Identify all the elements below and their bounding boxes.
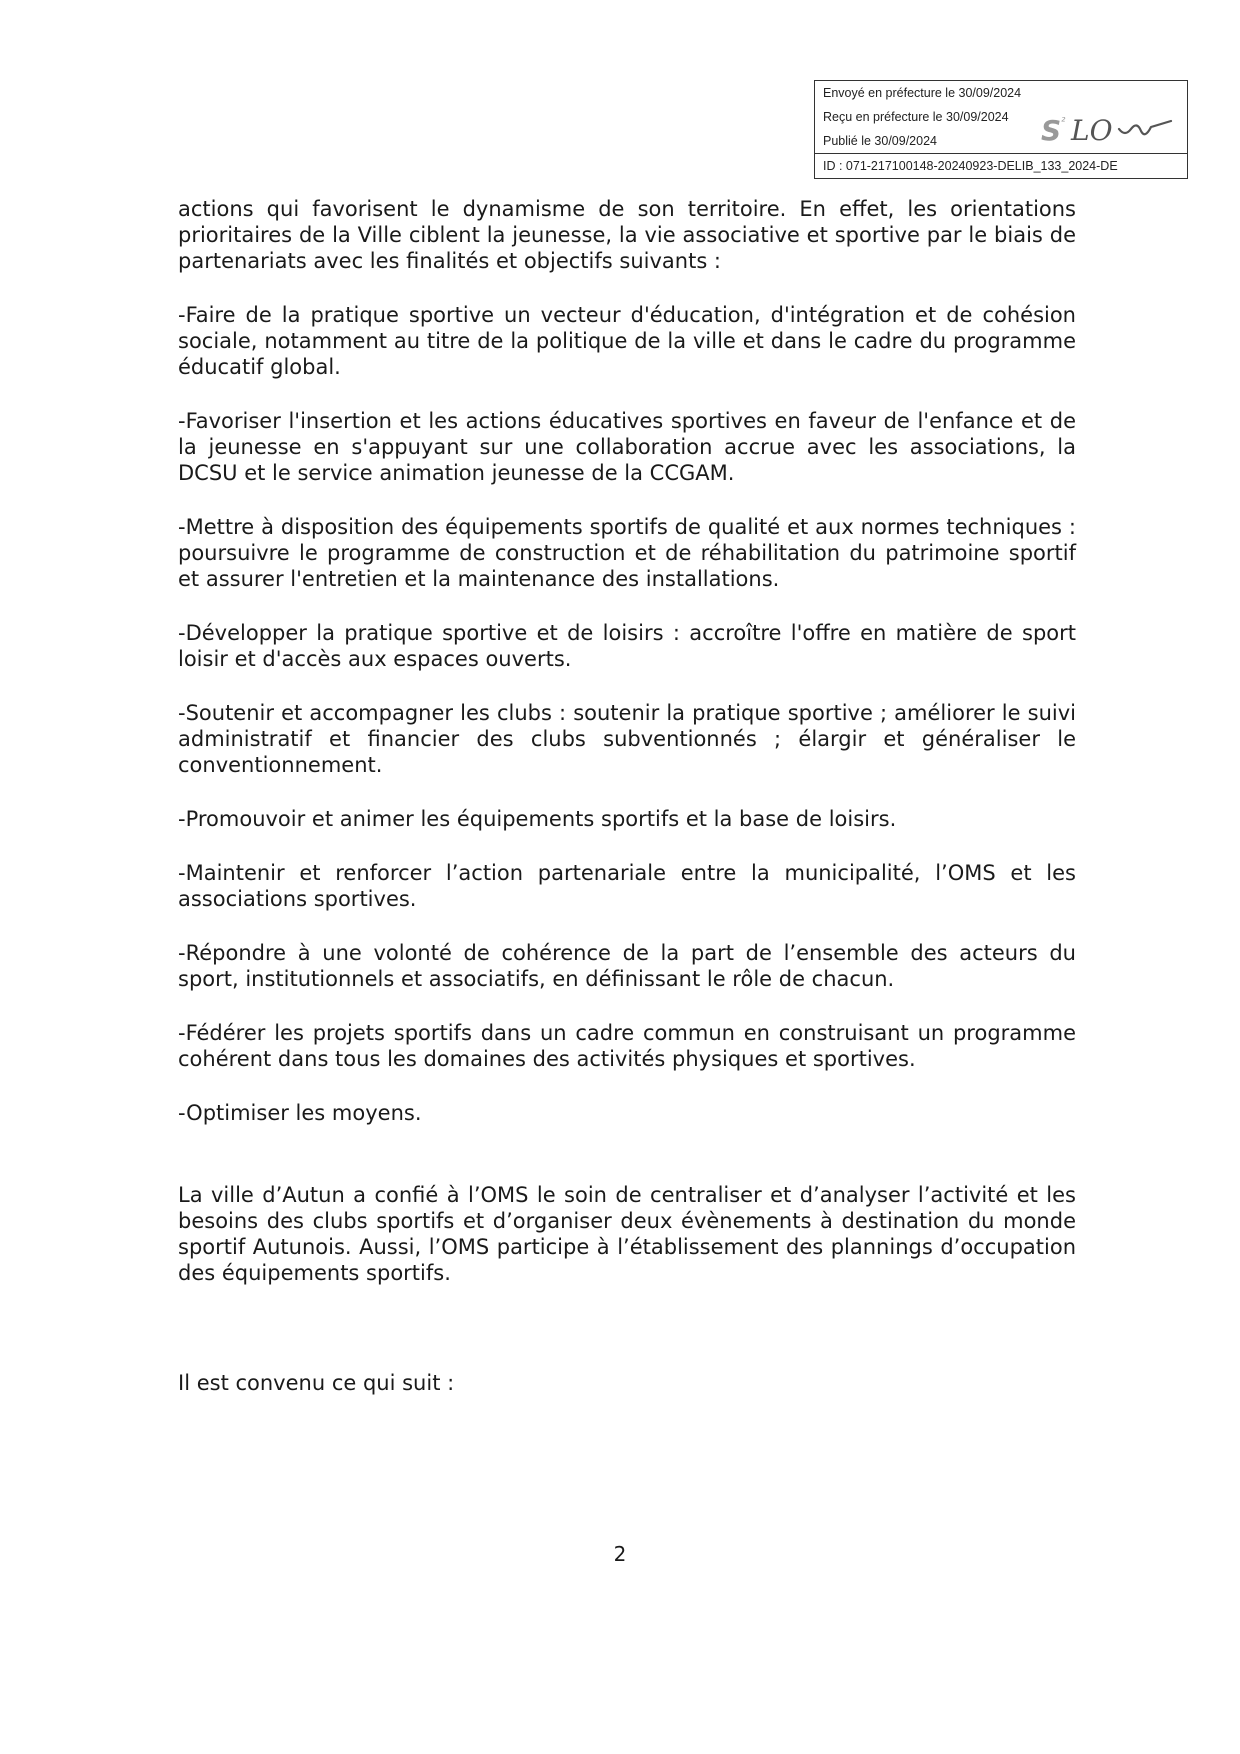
paragraph-objective-leisure: -Développer la pratique sportive et de loisirs : accroître l'offre en matière de sport loisir et d'accès aux espaces ouverts. xyxy=(178,621,1076,671)
paragraph-objective-federate: -Fédérer les projets sportifs dans un cadre commun en construisant un programme cohérent dans tous les domaines des activités physiques et sportives. xyxy=(178,1021,1076,1071)
paragraph-oms-mission: La ville d’Autun a confié à l’OMS le soin de centraliser et d’analyser l’activité et les besoins des clubs sportifs et d’organiser deux évènements à destination du monde sportif Autunois. Aussi, l’OMS participe à l’établissement des plannings d’occupation des équipements sportifs. xyxy=(178,1183,1076,1285)
page-number: 2 xyxy=(613,1542,627,1566)
paragraph-intro: actions qui favorisent le dynamisme de son territoire. En effet, les orientations prioritaires de la Ville ciblent la jeunesse, la vie associative et sportive par le biais de partenariats avec les finalités et objectifs suivants : xyxy=(178,197,1076,273)
paragraph-objective-equipment: -Mettre à disposition des équipements sportifs de qualité et aux normes techniques : poursuivre le programme de construction et de réhabilitation du patrimoine sportif et assurer l'entretien et la maintenance des installations. xyxy=(178,515,1076,591)
paragraph-objective-education: -Faire de la pratique sportive un vecteur d'éducation, d'intégration et de cohésion sociale, notamment au titre de la politique de la ville et dans le cadre du programme éducatif global. xyxy=(178,303,1076,379)
paragraph-objective-partnership: -Maintenir et renforcer l’action partenariale entre la municipalité, l’OMS et les associations sportives. xyxy=(178,861,1076,911)
stamp-sent-date: Envoyé en préfecture le 30/09/2024 xyxy=(823,86,1022,100)
paragraph-agreement-intro: Il est convenu ce qui suit : xyxy=(178,1371,455,1395)
paragraph-objective-clubs: -Soutenir et accompagner les clubs : soutenir la pratique sportive ; améliorer le suivi administratif et financier des clubs subventionnés ; élargir et généraliser le conventionnement. xyxy=(178,701,1076,777)
stamp-received-date: Reçu en préfecture le 30/09/2024 xyxy=(823,110,1009,124)
paragraph-objective-promote: -Promouvoir et animer les équipements sportifs et la base de loisirs. xyxy=(178,807,897,831)
svg-text:²: ² xyxy=(1061,115,1066,128)
svg-text:LO: LO xyxy=(1071,114,1113,147)
stamp-id: ID : 071-217100148-20240923-DELIB_133_2024-DE xyxy=(815,153,1187,178)
svg-text:S: S xyxy=(1041,114,1062,147)
prefecture-stamp xyxy=(814,80,1188,179)
stamp-published-date: Publié le 30/09/2024 xyxy=(823,134,937,148)
paragraph-objective-optimize: -Optimiser les moyens. xyxy=(178,1101,422,1125)
s2lo-signature-logo xyxy=(1037,109,1177,149)
document-body xyxy=(178,196,1076,1424)
paragraph-objective-insertion: -Favoriser l'insertion et les actions éducatives sportives en faveur de l'enfance et de la jeunesse en s'appuyant sur une collaboration accrue avec les associations, la DCSU et le service animation jeunesse de la CCGAM. xyxy=(178,409,1076,485)
paragraph-objective-coherence: -Répondre à une volonté de cohérence de la part de l’ensemble des acteurs du sport, institutionnels et associatifs, en définissant le rôle de chacun. xyxy=(178,941,1076,991)
